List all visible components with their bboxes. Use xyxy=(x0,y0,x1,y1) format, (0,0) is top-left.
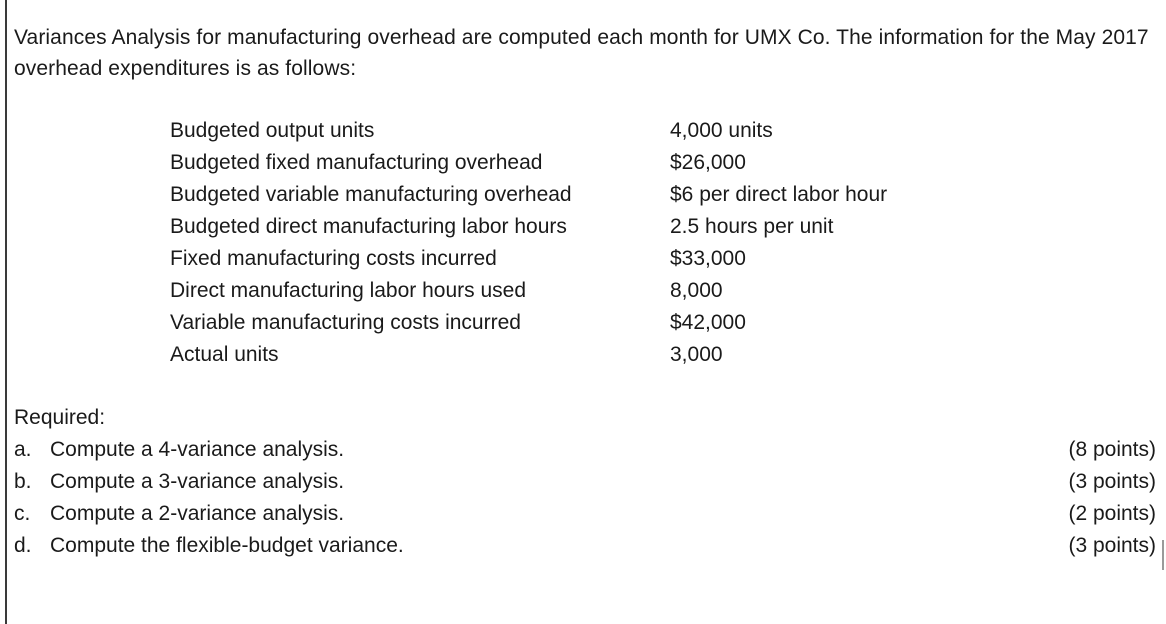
row-value: $42,000 xyxy=(670,311,746,334)
task-points: (3 points) xyxy=(1068,534,1156,557)
table-row xyxy=(170,147,970,179)
table-row xyxy=(170,211,970,243)
task-text: Compute a 2-variance analysis. xyxy=(50,502,345,525)
task-item-b xyxy=(14,466,1156,498)
task-letter: b. xyxy=(14,470,32,493)
row-value: $6 per direct labor hour xyxy=(670,183,888,206)
row-label: Actual units xyxy=(170,343,279,366)
table-row xyxy=(170,339,970,371)
task-points: (2 points) xyxy=(1068,502,1156,525)
task-letter: d. xyxy=(14,534,32,557)
table-row xyxy=(170,179,970,211)
row-label: Budgeted fixed manufacturing overhead xyxy=(170,151,543,174)
row-value: 3,000 xyxy=(670,343,723,366)
table-row xyxy=(170,307,970,339)
task-item-c xyxy=(14,498,1156,530)
row-label: Fixed manufacturing costs incurred xyxy=(170,247,497,270)
table-row xyxy=(170,115,970,147)
task-points: (8 points) xyxy=(1068,438,1156,461)
task-points: (3 points) xyxy=(1068,470,1156,493)
task-text: Compute a 4-variance analysis. xyxy=(50,438,345,461)
row-value: 8,000 xyxy=(670,279,723,302)
overhead-data-table xyxy=(170,115,970,371)
right-border-mark xyxy=(1162,540,1164,570)
task-list xyxy=(14,434,1156,562)
row-label: Budgeted variable manufacturing overhead xyxy=(170,183,572,206)
task-text: Compute the flexible-budget variance. xyxy=(50,534,404,557)
table-row xyxy=(170,275,970,307)
table-row xyxy=(170,243,970,275)
task-item-a xyxy=(14,434,1156,466)
row-value: 2.5 hours per unit xyxy=(670,215,834,238)
row-value: $33,000 xyxy=(670,247,746,270)
row-value: $26,000 xyxy=(670,151,746,174)
task-letter: a. xyxy=(14,438,32,461)
required-heading: Required: xyxy=(14,406,106,429)
task-text: Compute a 3-variance analysis. xyxy=(50,470,345,493)
row-label: Variable manufacturing costs incurred xyxy=(170,311,521,334)
row-label: Budgeted direct manufacturing labor hours xyxy=(170,215,567,238)
row-label: Budgeted output units xyxy=(170,119,375,142)
task-item-d xyxy=(14,530,1156,562)
left-border-line xyxy=(5,0,7,624)
intro-paragraph: Variances Analysis for manufacturing overhead are computed each month for UMX Co. The information for the May 2017 overhead expenditures is as follows: xyxy=(14,26,1149,80)
row-label: Direct manufacturing labor hours used xyxy=(170,279,527,302)
row-value: 4,000 units xyxy=(670,119,773,142)
task-letter: c. xyxy=(14,502,31,525)
